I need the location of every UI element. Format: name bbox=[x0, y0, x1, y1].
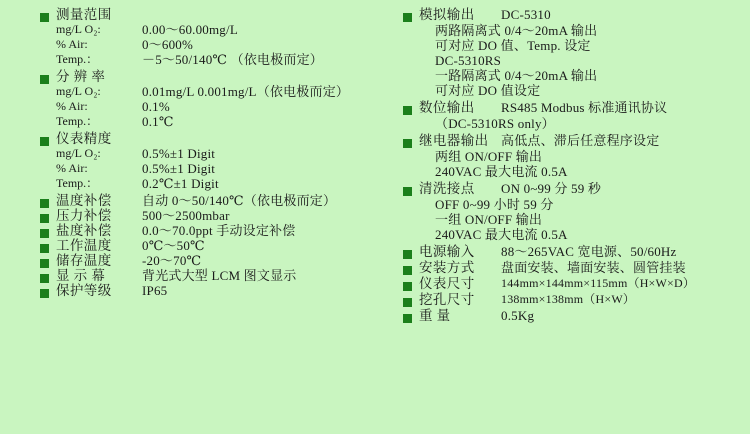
spec-row-value: 背光式大型 LCM 图文显示 bbox=[142, 268, 297, 283]
spec-row-cont bbox=[403, 150, 750, 163]
spec-row-power-input bbox=[403, 245, 750, 259]
spec-row-value: DC-5310 bbox=[501, 7, 551, 22]
spec-group-title: 分 辨 率 bbox=[56, 69, 106, 84]
spec-sub-value: 0.5%±1 Digit bbox=[142, 146, 216, 161]
spec-row-value: 240VAC 最大电流 0.5A bbox=[435, 227, 568, 242]
spec-row-value: 240VAC 最大电流 0.5A bbox=[435, 164, 568, 179]
spec-group-cleaning-contact bbox=[403, 182, 750, 241]
spec-group-title: 仪表精度 bbox=[56, 131, 112, 146]
bullet-icon bbox=[40, 214, 49, 223]
spec-row-label: 压力补偿 bbox=[56, 208, 112, 223]
spec-row bbox=[403, 101, 750, 115]
spec-row-label: 工作温度 bbox=[56, 238, 112, 253]
spec-row-weight bbox=[403, 309, 750, 323]
spec-sub-value: 0.1℃ bbox=[142, 114, 174, 129]
spec-subrow bbox=[40, 147, 375, 160]
spec-row-value: 144mm×144mm×115mm（H×W×D） bbox=[501, 276, 696, 290]
spec-row-cont bbox=[403, 213, 750, 226]
spec-group-measuring-range bbox=[40, 8, 375, 66]
spec-row-label: 温度补偿 bbox=[56, 193, 112, 208]
spec-sub-value: 0～600% bbox=[142, 37, 194, 52]
spec-group-header bbox=[40, 8, 375, 22]
bullet-icon bbox=[403, 13, 412, 22]
spec-row-value: RS485 Modbus 标准通讯协议 bbox=[501, 100, 668, 115]
bullet-icon bbox=[40, 244, 49, 253]
spec-row-value: 0.5Kg bbox=[501, 308, 535, 323]
spec-sub-label: mg/L O₂: bbox=[56, 22, 101, 36]
spec-row-dimensions bbox=[403, 277, 750, 291]
spec-subrow bbox=[40, 53, 375, 66]
spec-row bbox=[403, 182, 750, 196]
spec-sub-label: mg/L O₂: bbox=[56, 146, 101, 160]
spec-row-label: 清洗接点 bbox=[419, 181, 475, 196]
spec-row bbox=[403, 8, 750, 22]
spec-row-cutout bbox=[403, 293, 750, 307]
spec-group-resolution bbox=[40, 70, 375, 128]
spec-row-value: OFF 0~99 小时 59 分 bbox=[435, 197, 554, 212]
spec-row-value: IP65 bbox=[142, 283, 168, 298]
spec-row-value: 自动 0～50/140℃（依电极而定） bbox=[142, 193, 337, 208]
bullet-icon bbox=[403, 314, 412, 323]
spec-row-cont bbox=[403, 69, 750, 82]
spec-row-value: 138mm×138mm（H×W） bbox=[501, 292, 636, 306]
bullet-icon bbox=[403, 298, 412, 307]
spec-row-value: （DC-5310RS only） bbox=[435, 116, 555, 131]
spec-row-value: DC-5310RS bbox=[435, 53, 502, 68]
spec-sub-value: 0.01mg/L 0.001mg/L（依电极而定） bbox=[142, 84, 350, 99]
spec-sub-label: % Air: bbox=[56, 161, 88, 175]
spec-row-cont bbox=[403, 84, 750, 97]
spec-row-value: ON 0~99 分 59 秒 bbox=[501, 181, 602, 196]
spec-subrow bbox=[40, 100, 375, 113]
spec-row-salinity-compensation bbox=[40, 224, 375, 238]
spec-subrow bbox=[40, 23, 375, 36]
spec-sub-value: 0.00～60.00mg/L bbox=[142, 22, 238, 37]
spec-group-analog-output bbox=[403, 8, 750, 97]
spec-row-value: 高低点、滞后任意程序设定 bbox=[501, 133, 660, 148]
spec-row-label: 挖孔尺寸 bbox=[419, 292, 475, 307]
spec-row-cont bbox=[403, 165, 750, 178]
bullet-icon bbox=[40, 259, 49, 268]
spec-sub-value: －5～50/140℃ （依电极而定） bbox=[142, 52, 324, 67]
spec-group-accuracy bbox=[40, 132, 375, 190]
spec-sub-value: 0.1% bbox=[142, 99, 170, 114]
spec-subrow bbox=[40, 85, 375, 98]
bullet-icon bbox=[40, 137, 49, 146]
spec-sub-value: 0.2℃±1 Digit bbox=[142, 176, 219, 191]
spec-row-label: 电源输入 bbox=[419, 244, 475, 259]
spec-subrow bbox=[40, 162, 375, 175]
spec-row-cont bbox=[403, 117, 750, 130]
spec-row-label: 模拟输出 bbox=[419, 7, 475, 22]
bullet-icon bbox=[403, 139, 412, 148]
bullet-icon bbox=[403, 250, 412, 259]
spec-group-relay-output bbox=[403, 134, 750, 178]
spec-row-value: 一路隔离式 0/4～20mA 输出 bbox=[435, 68, 598, 83]
spec-row-storage-temp bbox=[40, 254, 375, 268]
bullet-icon bbox=[40, 199, 49, 208]
spec-sub-label: % Air: bbox=[56, 99, 88, 113]
right-column bbox=[375, 0, 750, 434]
spec-row-value: 两路隔离式 0/4～20mA 输出 bbox=[435, 23, 598, 38]
spec-row-protection-class bbox=[40, 284, 375, 298]
spec-row-operating-temp bbox=[40, 239, 375, 253]
spec-sub-label: Temp.： bbox=[56, 176, 99, 190]
spec-row-cont bbox=[403, 198, 750, 211]
spec-row-temp-compensation bbox=[40, 194, 375, 208]
spec-row-label: 重 量 bbox=[419, 308, 451, 323]
bullet-icon bbox=[403, 106, 412, 115]
bullet-icon bbox=[40, 229, 49, 238]
spec-row-cont bbox=[403, 24, 750, 37]
bullet-icon bbox=[403, 266, 412, 275]
spec-row-cont bbox=[403, 54, 750, 67]
spec-row-value: -20～70℃ bbox=[142, 253, 202, 268]
bullet-icon bbox=[40, 289, 49, 298]
spec-row-value: 88～265VAC 宽电源、50/60Hz bbox=[501, 244, 677, 259]
spec-row-pressure-compensation bbox=[40, 209, 375, 223]
spec-group-title: 测量范围 bbox=[56, 7, 112, 22]
spec-row-label: 仪表尺寸 bbox=[419, 276, 475, 291]
bullet-icon bbox=[403, 187, 412, 196]
spec-row-value: 0℃～50℃ bbox=[142, 238, 205, 253]
spec-row-label: 显 示 幕 bbox=[56, 268, 106, 283]
spec-row-value: 盘面安装、墙面安装、圆管挂装 bbox=[501, 260, 686, 275]
spec-row-label: 继电器输出 bbox=[419, 133, 489, 148]
bullet-icon bbox=[403, 282, 412, 291]
spec-sub-label: % Air: bbox=[56, 37, 88, 51]
spec-subrow bbox=[40, 38, 375, 51]
bullet-icon bbox=[40, 13, 49, 22]
spec-row-value: 0.0～70.0ppt 手动设定补偿 bbox=[142, 223, 296, 238]
spec-row-value: 500～2500mbar bbox=[142, 208, 230, 223]
spec-row-value: 两组 ON/OFF 输出 bbox=[435, 149, 543, 164]
spec-sub-label: Temp.： bbox=[56, 52, 99, 66]
spec-sub-label: mg/L O₂: bbox=[56, 84, 101, 98]
spec-group-header bbox=[40, 132, 375, 146]
spec-subrow bbox=[40, 177, 375, 190]
spec-row-cont bbox=[403, 39, 750, 52]
spec-row-mounting bbox=[403, 261, 750, 275]
spec-row-label: 安装方式 bbox=[419, 260, 475, 275]
spec-sub-label: Temp.： bbox=[56, 114, 99, 128]
spec-row-cont bbox=[403, 228, 750, 241]
spec-row-value: 可对应 DO 值设定 bbox=[435, 83, 541, 98]
spec-row bbox=[403, 134, 750, 148]
spec-subrow bbox=[40, 115, 375, 128]
spec-row-value: 可对应 DO 值、Temp. 设定 bbox=[435, 38, 591, 53]
spec-group-digital-output bbox=[403, 101, 750, 130]
spec-row-label: 保护等级 bbox=[56, 283, 112, 298]
spec-row-label: 数位输出 bbox=[419, 100, 475, 115]
spec-row-label: 盐度补偿 bbox=[56, 223, 112, 238]
bullet-icon bbox=[40, 274, 49, 283]
spec-row-label: 储存温度 bbox=[56, 253, 112, 268]
spec-row-display bbox=[40, 269, 375, 283]
spec-sub-value: 0.5%±1 Digit bbox=[142, 161, 216, 176]
bullet-icon bbox=[40, 75, 49, 84]
spec-group-header bbox=[40, 70, 375, 84]
spec-row-value: 一组 ON/OFF 输出 bbox=[435, 212, 543, 227]
